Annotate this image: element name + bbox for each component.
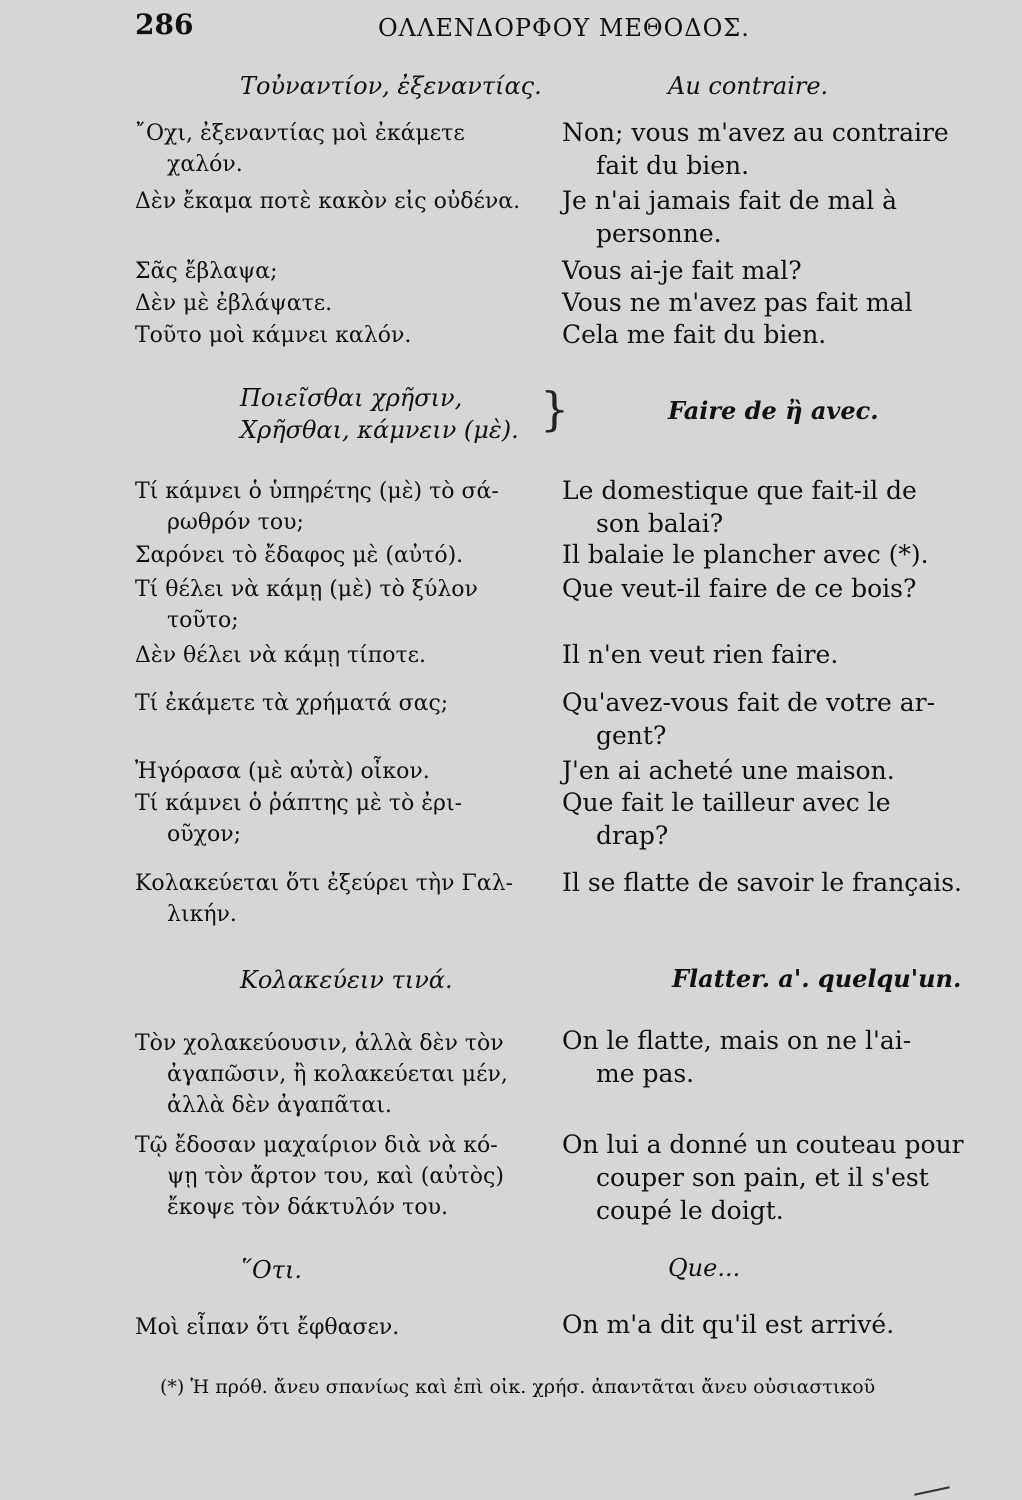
french-entry: Cela me fait du bien. <box>562 320 827 349</box>
french-entry: Non; vous m'avez au contraire fait du bien. <box>562 118 949 180</box>
greek-entry: Σᾶς ἔβλαψα; <box>135 259 278 284</box>
greek-entry: Δὲν μὲ ἐβλάψατε. <box>135 291 333 316</box>
greek-entry: Τί θέλει νὰ κάμῃ (μὲ) τὸ ξύλον τοῦτο; <box>135 577 478 633</box>
page-number: 286 <box>135 8 194 41</box>
brace-glyph: } <box>540 382 570 436</box>
french-entry: Il n'en veut rien faire. <box>562 640 839 669</box>
greek-entry: Τὸν χολακεύουσιν, ἀλλὰ δὲν τὸν ἀγαπῶσιν, ἢ κολακεύεται μέν, ἀλλὰ δὲν ἀγαπᾶται. <box>135 1031 508 1118</box>
greek-entry: Τί κάμνει ὁ ῥάπτης μὲ τὸ ἐρι- οῦχον; <box>135 791 463 847</box>
greek-entry: Τί ἐκάμετε τὰ χρήματά σας; <box>135 691 449 716</box>
section-heading-greek: Κολακεύειν τινά. <box>240 966 453 994</box>
french-entry: On le flatte, mais on ne l'ai- me pas. <box>562 1026 912 1088</box>
greek-entry: Μοὶ εἶπαν ὅτι ἔφθασεν. <box>135 1315 400 1340</box>
french-entry: Il balaie le plancher avec (*). <box>562 540 929 569</box>
printer-mark <box>914 1486 950 1495</box>
greek-entry: Δὲν θέλει νὰ κάμῃ τίποτε. <box>135 643 427 668</box>
section-heading-french: Que... <box>668 1254 741 1282</box>
french-entry: Que fait le tailleur avec le drap? <box>562 788 891 850</box>
section-heading-french: Faire de ἢ avec. <box>668 396 879 425</box>
french-entry: J'en ai acheté une maison. <box>562 756 895 785</box>
french-entry: Je n'ai jamais fait de mal à personne. <box>562 186 897 248</box>
french-entry: Qu'avez-vous fait de votre ar- gent? <box>562 688 936 750</box>
greek-entry: Τί κάμνει ὁ ὑπηρέτης (μὲ) τὸ σά- ρωθρόν του; <box>135 479 499 535</box>
section-heading-greek: Τοὐναντίον, ἐξεναντίας. <box>240 72 542 100</box>
french-entry: On m'a dit qu'il est arrivé. <box>562 1310 895 1339</box>
greek-entry: ῎Οχι, ἐξεναντίας μοὶ ἐκάμετε χαλόν. <box>135 121 465 177</box>
footnote: (*) Ἡ πρόθ. ἄνευ σπανίως καὶ ἐπὶ οἰκ. χρήσ. ἀπαντᾶται ἄνευ οὐσιαστικοῦ <box>160 1376 876 1398</box>
greek-entry: Ἠγόρασα (μὲ αὐτὰ) οἶκον. <box>135 759 430 784</box>
section-heading-greek: ῞Οτι. <box>240 1256 302 1284</box>
greek-entry: Κολακεύεται ὅτι ἐξεύρει τὴν Γαλ- λικήν. <box>135 871 513 927</box>
french-entry: Vous ai-je fait mal? <box>562 256 802 285</box>
section-heading-french: Au contraire. <box>668 72 829 100</box>
french-entry: Le domestique que fait-il de son balai? <box>562 476 917 538</box>
running-title: ΟΛΛΕΝΔΟΡΦΟΥ ΜΕΘΟΔΟΣ. <box>378 14 750 42</box>
french-entry: Il se flatte de savoir le français. <box>562 868 962 897</box>
french-entry: Que veut-il faire de ce bois? <box>562 574 917 603</box>
greek-entry: Τῷ ἔδοσαν μαχαίριον διὰ νὰ κό- ψῃ τὸν ἄρτον του, καὶ (αὐτὸς) ἔκοψε τὸν δάκτυλόν του. <box>135 1133 504 1220</box>
section-heading-greek: Ποιεῖσθαι χρῆσιν, Χρῆσθαι, κάμνειν (μὲ). <box>240 384 519 444</box>
greek-entry: Τοῦτο μοὶ κάμνει καλόν. <box>135 323 412 348</box>
section-heading-french: Flatter. a'. quelqu'un. <box>672 964 962 993</box>
greek-entry: Δὲν ἔκαμα ποτὲ κακὸν εἰς οὐδένα. <box>135 189 521 214</box>
page-header <box>0 8 1022 44</box>
greek-entry: Σαρόνει τὸ ἔδαφος μὲ (αὐτό). <box>135 543 464 568</box>
french-entry: Vous ne m'avez pas fait mal <box>562 288 913 317</box>
french-entry: On lui a donné un couteau pour couper son pain, et il s'est coupé le doigt. <box>562 1130 964 1225</box>
